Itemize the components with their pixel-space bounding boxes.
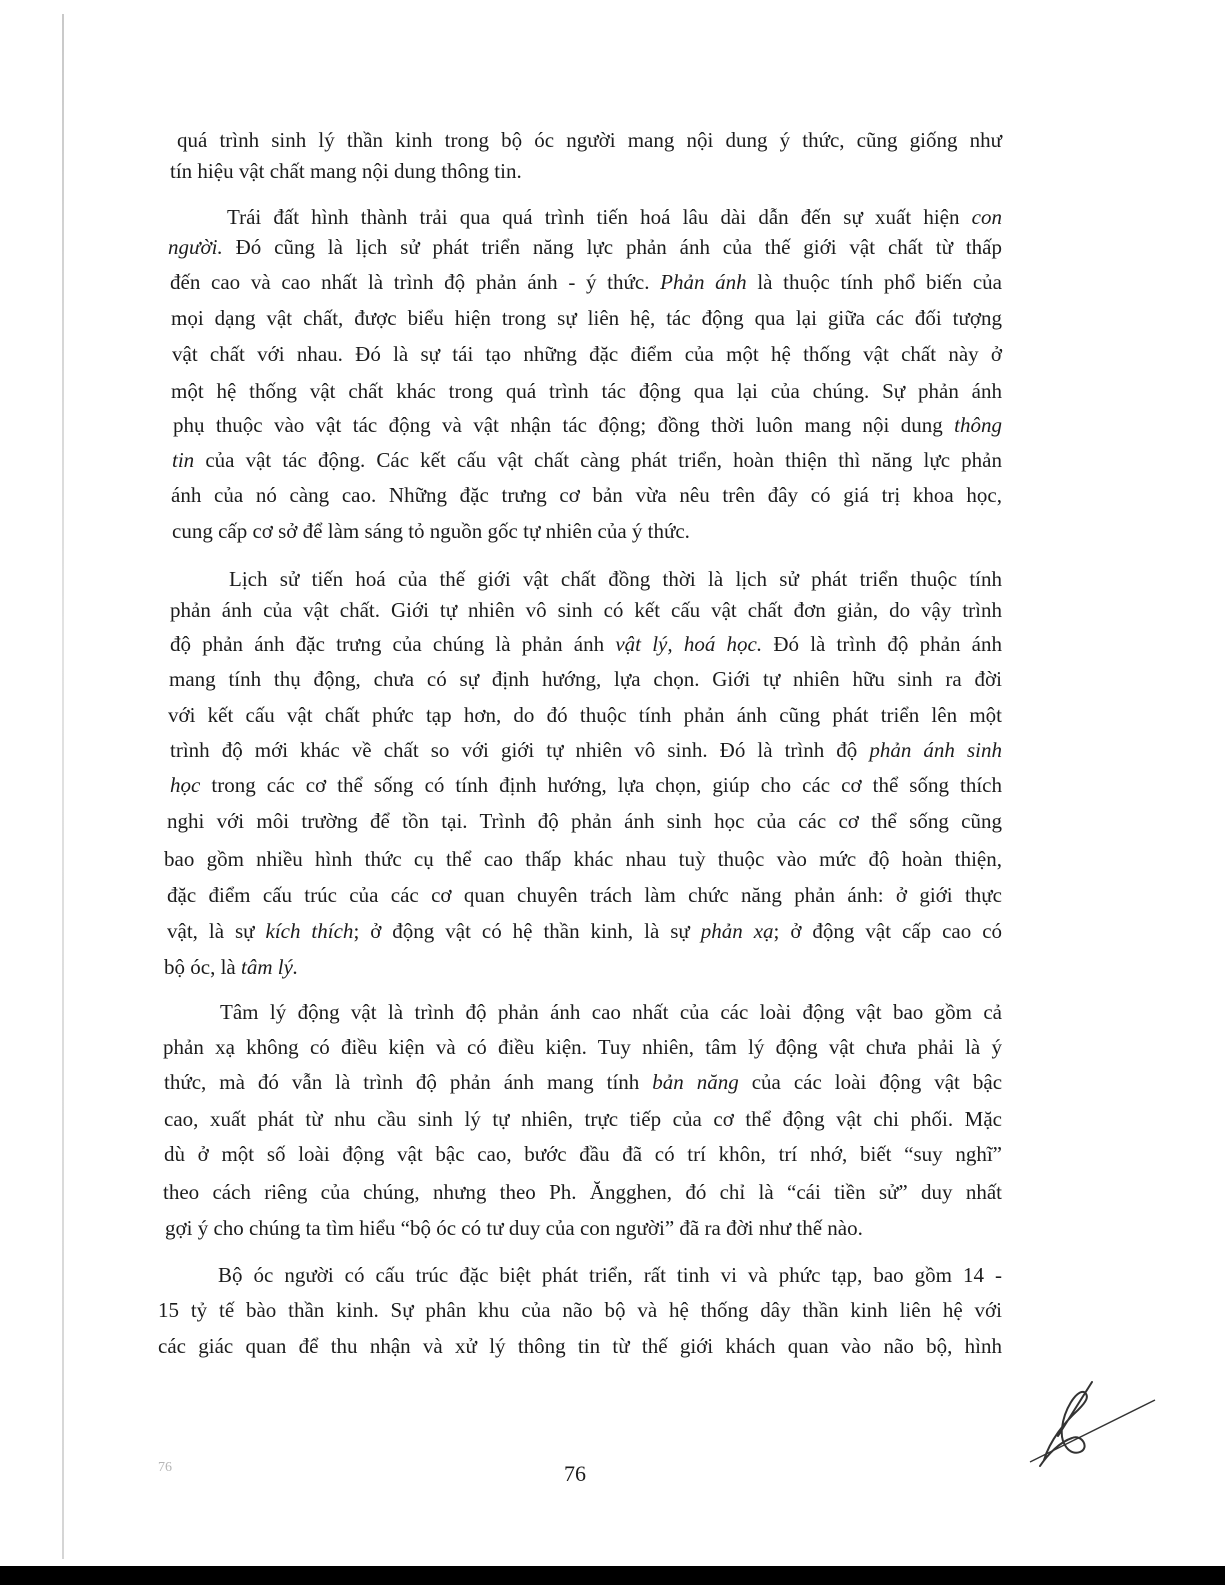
text-line: bao gồm nhiều hình thức cụ thể cao thấp khác nhau tuỳ thuộc vào mức độ hoàn thiện, [164,847,1002,871]
text-line: theo cách riêng của chúng, nhưng theo Ph. Ăngghen, đó chỉ là “cái tiền sử” duy nhất [163,1180,1002,1204]
text-line: tín hiệu vật chất mang nội dung thông tin. [170,159,522,183]
text-line: phản ánh của vật chất. Giới tự nhiên vô sinh có kết cấu vật chất đơn giản, do vậy trình [170,598,1002,622]
text-line: thức, mà đó vẫn là trình độ phản ánh mang tính bản năng của các loài động vật bậc [164,1070,1003,1094]
text-line: độ phản ánh đặc trưng của chúng là phản ánh vật lý, hoá học. Đó là trình độ phản ánh [170,632,1002,656]
text-line: vật chất với nhau. Đó là sự tái tạo những đặc điểm của một hệ thống vật chất này ở [172,342,1002,366]
text-line: người. Đó cũng là lịch sử phát triển năng lực phản ánh của thế giới vật chất từ thấp [168,235,1002,259]
text-line: học trong các cơ thể sống có tính định hướng, lựa chọn, giúp cho các cơ thể sống thích [170,773,1002,797]
text-line: bộ óc, là tâm lý. [164,955,299,979]
text-line: Trái đất hình thành trải qua quá trình tiến hoá lâu dài dẫn đến sự xuất hiện con [227,205,1002,229]
text-line: quá trình sinh lý thần kinh trong bộ óc người mang nội dung ý thức, cũng giống như [177,128,1002,152]
scan-edge [62,14,64,1559]
text-line: trình độ mới khác về chất so với giới tự nhiên vô sinh. Đó là trình độ phản ánh sinh [170,738,1002,762]
text-line: phụ thuộc vào vật tác động và vật nhận tác động; đồng thời luôn mang nội dung thông [173,413,1002,437]
text-line: các giác quan để thu nhận và xử lý thông tin từ thế giới khách quan vào não bộ, hình [158,1334,1002,1358]
text-line: phản xạ không có điều kiện và có điều kiện. Tuy nhiên, tâm lý động vật chưa phải là ý [163,1035,1002,1059]
text-line: Bộ óc người có cấu trúc đặc biệt phát triển, rất tinh vi và phức tạp, bao gồm 14 - [218,1263,1002,1287]
text-line: mọi dạng vật chất, được biểu hiện trong sự liên hệ, tác động qua lại giữa các đối tượng [171,306,1002,330]
text-line: dù ở một số loài động vật bậc cao, bước đầu đã có trí khôn, trí nhớ, biết “suy nghĩ” [164,1142,1002,1166]
text-line: cung cấp cơ sở để làm sáng tỏ nguồn gốc tự nhiên của ý thức. [172,519,690,543]
text-line: tin của vật tác động. Các kết cấu vật chất càng phát triển, hoàn thiện thì năng lực phản [172,448,1002,472]
text-line: đến cao và cao nhất là trình độ phản ánh - ý thức. Phản ánh là thuộc tính phổ biến của [170,270,1003,294]
text-line: một hệ thống vật chất khác trong quá trình tác động qua lại của chúng. Sự phản ánh [171,379,1002,403]
scan-smudge: 76 [158,1460,172,1475]
text-line: Tâm lý động vật là trình độ phản ánh cao nhất của các loài động vật bao gồm cả [220,1000,1002,1024]
text-line: ánh của nó càng cao. Những đặc trưng cơ bản vừa nêu trên đây có giá trị khoa học, [171,483,1002,507]
text-line: gợi ý cho chúng ta tìm hiểu “bộ óc có tư duy của con người” đã ra đời như thế nào. [165,1216,863,1240]
signature-mark [1020,1370,1160,1480]
text-line: mang tính thụ động, chưa có sự định hướng, lựa chọn. Giới tự nhiên hữu sinh ra đời [169,667,1002,691]
page-number: 76 [564,1461,586,1486]
text-line: đặc điểm cấu trúc của các cơ quan chuyên trách làm chức năng phản ánh: ở giới thực [167,883,1002,907]
text-line: vật, là sự kích thích; ở động vật có hệ thần kinh, là sự phản xạ; ở động vật cấp cao có [167,919,1003,943]
scan-border [0,1566,1225,1585]
text-line: cao, xuất phát từ nhu cầu sinh lý tự nhiên, trực tiếp của cơ thể động vật chi phối. Mặc [164,1107,1002,1131]
text-line: với kết cấu vật chất phức tạp hơn, do đó thuộc tính phản ánh cũng phát triển lên một [168,703,1002,727]
text-line: 15 tỷ tế bào thần kinh. Sự phân khu của não bộ và hệ thống dây thần kinh liên hệ với [158,1298,1002,1322]
text-line: Lịch sử tiến hoá của thế giới vật chất đồng thời là lịch sử phát triển thuộc tính [229,567,1002,591]
text-line: nghi với môi trường để tồn tại. Trình độ phản ánh sinh học của các cơ thể sống cũng [167,809,1002,833]
